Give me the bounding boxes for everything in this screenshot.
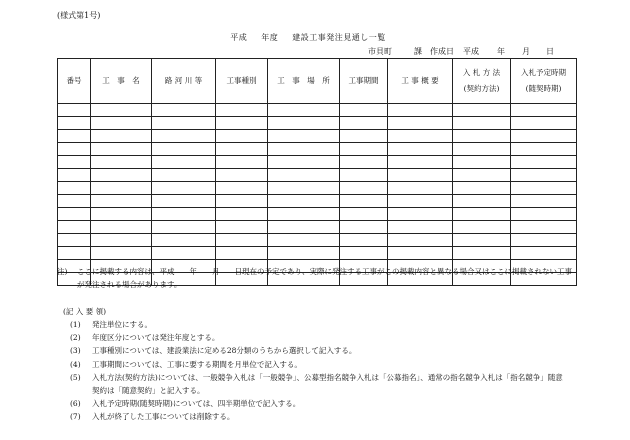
instructions-list bbox=[70, 318, 570, 424]
meta-dept: 課 bbox=[414, 47, 422, 56]
instruction-item: (7) 入札が終了した工事については削除する。 bbox=[70, 412, 235, 422]
instruction-item: (1) 発注単位にする。 bbox=[70, 320, 152, 329]
page-title bbox=[0, 32, 630, 43]
col-header-work-period: 工事期間 bbox=[340, 59, 388, 104]
instruction-item: (6) 入札予定時期(随契時期)については、四半期単位で記入する。 bbox=[70, 399, 301, 409]
table-row bbox=[58, 156, 577, 169]
col-header-work-name: 工 事 名 bbox=[91, 59, 152, 104]
table-row bbox=[58, 130, 577, 143]
meta-month: 月 bbox=[522, 47, 530, 56]
title-year-label: 年度 bbox=[261, 33, 279, 42]
footnote-text: ここに掲載する内容は、平成 年 月 日現在の予定であり、実際に発注する工事がこの掲載内容と異なる場合又はここに掲載されない工事が発注される場合があります。 bbox=[77, 267, 572, 289]
table-row bbox=[58, 169, 577, 182]
col-header-number: 番号 bbox=[58, 59, 91, 104]
table-row bbox=[58, 117, 577, 130]
construction-outlook-table bbox=[57, 58, 577, 286]
col-header-bid-schedule: 入札予定時期 (随契時期) bbox=[511, 59, 577, 104]
meta-created-label: 作成日 bbox=[430, 47, 454, 56]
col-header-work-type: 工事種別 bbox=[216, 59, 268, 104]
instructions-heading: (記 入 要 領) bbox=[63, 307, 107, 316]
table-footnote bbox=[57, 265, 577, 291]
table-body bbox=[58, 104, 577, 286]
table-row bbox=[58, 221, 577, 234]
table-row bbox=[58, 104, 577, 117]
table-row bbox=[58, 208, 577, 221]
table-row bbox=[58, 234, 577, 247]
col-header-work-location: 工 事 場 所 bbox=[268, 59, 340, 104]
form-number: (様式第1号) bbox=[57, 11, 101, 20]
title-text: 建設工事発注見通し一覧 bbox=[292, 33, 386, 42]
col-header-route-river: 路 河 川 等 bbox=[152, 59, 216, 104]
table-row bbox=[58, 143, 577, 156]
title-era: 平成 bbox=[230, 33, 248, 42]
meta-era: 平成 bbox=[463, 47, 479, 56]
table-header-row bbox=[58, 59, 577, 104]
col-header-work-summary: 工 事 概 要 bbox=[388, 59, 453, 104]
meta-year: 年 bbox=[497, 47, 505, 56]
instruction-item: (3) 工事種別については、建設業法に定める28分類のうちから選択して記入する。 bbox=[70, 346, 357, 356]
meta-town: 市貝町 bbox=[368, 47, 392, 56]
meta-day: 日 bbox=[546, 47, 554, 56]
instruction-item: (2) 年度区分については発注年度とする。 bbox=[70, 333, 220, 343]
table-row bbox=[58, 182, 577, 195]
instruction-item: (4) 工事期間については、工事に要する期間を月単位で記入する。 bbox=[70, 359, 302, 369]
instruction-item: (5) 入札方法(契約方法)については、一般競争入札は「一般競争」、公募型指名競争入札は「公募指名」、通常の指名競争入札は「指名競争」随意契約は「随意契約」と記入する。 bbox=[70, 372, 563, 396]
table-row bbox=[58, 247, 577, 260]
footnote-mark: 注) bbox=[57, 267, 68, 276]
col-header-bid-method: 入 札 方 法 (契約方法) bbox=[453, 59, 511, 104]
table-row bbox=[58, 195, 577, 208]
